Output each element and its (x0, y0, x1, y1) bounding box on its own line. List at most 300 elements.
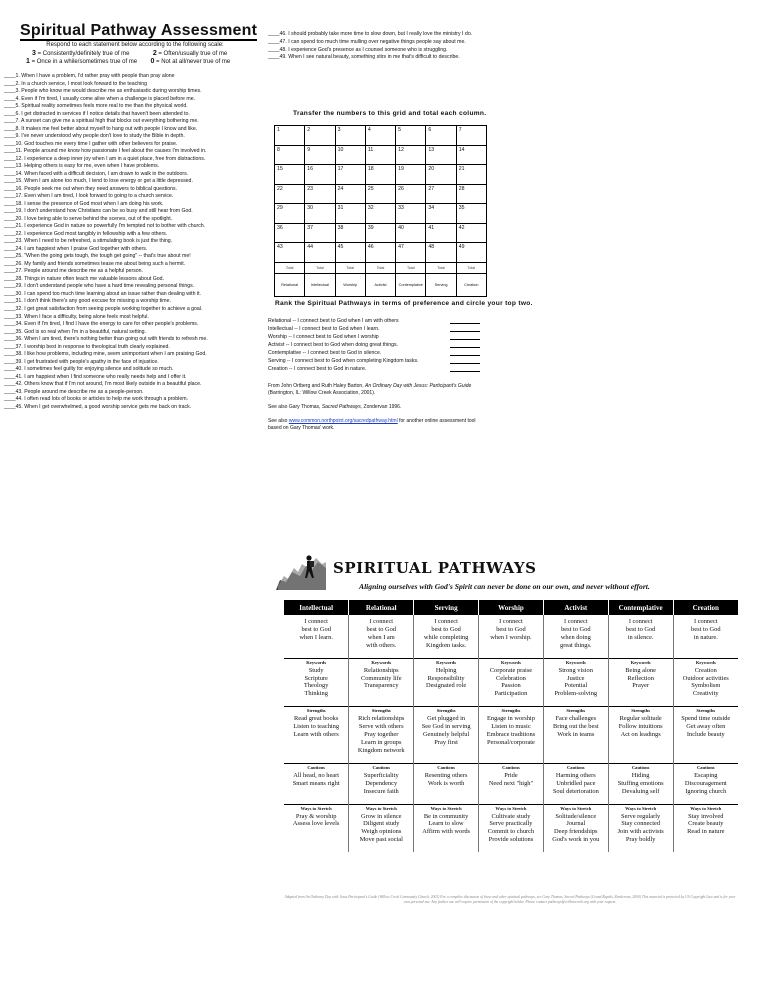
chart-line: Spend time outside (681, 715, 731, 723)
section-heading: Strengths (566, 708, 586, 714)
grid-cell[interactable]: 33 (396, 204, 426, 224)
chart-line: Potential (564, 682, 588, 690)
grid-cell[interactable]: 23 (305, 184, 335, 204)
chart-line: Learn with others (293, 731, 339, 739)
chart-line: Devaluing self (621, 787, 660, 795)
pathway-column-header: Activist (543, 600, 608, 615)
chart-line: when I am (367, 633, 395, 641)
chart-line: Read great books (293, 715, 339, 723)
statement-item: ____13. Helping others is easy for me, even when I have problems. (4, 163, 160, 170)
grid-label-cell: Relational (275, 273, 305, 296)
grid-row (275, 184, 487, 204)
rank-text: Serving -- I connect best to God when completing Kingdom tasks. (268, 358, 419, 364)
chart-cell (349, 804, 414, 852)
chart-line: Pride (504, 771, 518, 779)
scale-text-0: = Not at all/never true of me (156, 59, 231, 65)
chart-line: Relationships (363, 666, 399, 674)
statement-item: ____12. I experience a deep inner joy when I am in a quiet place, free from distractions. (4, 155, 206, 162)
chart-cell (479, 658, 544, 707)
grid-row (275, 126, 487, 146)
chart-line: Rich relationships (358, 715, 405, 723)
chart-cell (414, 615, 479, 658)
statement-item: ____44. I often read lots of books or articles to help me work through a problem. (4, 396, 188, 403)
chart-line: Helping (435, 666, 457, 674)
chart-line: Embrace traditions (486, 731, 536, 739)
section-heading: Keywords (306, 659, 327, 665)
scale-num-1: 1 (26, 58, 30, 65)
pathway-link[interactable]: www.common.northpoint.org/sacredpathway.html (288, 418, 398, 424)
grid-cell[interactable]: 43 (275, 243, 305, 263)
grid-cell[interactable]: 38 (335, 223, 365, 243)
statement-item: ____18. I sense the presence of God most when I am doing his work. (4, 200, 164, 207)
chart-line: I connect (499, 618, 523, 625)
chart-cell (284, 615, 349, 658)
statement-item: ____9. I've never understood why people don't love to study the Bible in depth. (4, 133, 185, 140)
statement-item: ____49. When I see natural beauty, something stirs in me that's difficult to describe. (268, 54, 460, 61)
statement-item: ____48. I experience God's presence as I counsel someone who is struggling. (268, 46, 448, 53)
chart-line: Need next "high" (488, 779, 534, 787)
chart-line: Bring out the best (552, 723, 599, 731)
chart-line: Transparency (363, 682, 399, 690)
rank-text: Contemplative -- I connect best to God in silence. (268, 350, 382, 356)
chart-cell (284, 707, 349, 764)
rank-text: Creation -- I connect best to God in nature. (268, 366, 367, 372)
chart-cell (608, 707, 673, 764)
rank-text: Activist -- I connect best to God when doing great things. (268, 342, 399, 348)
statement-item: ____5. Spiritual reality sometimes feels more real to me than the physical world. (4, 103, 188, 110)
pathway-column-header: Creation (673, 600, 738, 615)
grid-cell[interactable]: 8 (275, 145, 305, 165)
chart-cell (284, 763, 349, 804)
statement-item: ____38. I like how problems, including mine, seem unimportant when I am praising God. (4, 351, 207, 358)
chart-cell (543, 658, 608, 707)
chart-line: Hiding (631, 771, 650, 779)
chart-line: best to God (625, 625, 656, 633)
reference-3: See also www.common.northpoint.org/sacredpathway.html for another online assessment tool based on Gary Thomas' work. (268, 418, 476, 431)
chart-line: Soul deterioration (552, 787, 599, 795)
chart-line: best to God (561, 625, 591, 633)
rank-item (268, 325, 480, 333)
statement-item: ____11. People around me know how passionate I feel about the causes I'm involved in. (4, 148, 207, 155)
chart-line: Superficiality (363, 771, 399, 779)
instructions-text: Respond to each statement below according to the following scale: (46, 42, 224, 48)
grid-cell[interactable]: 18 (365, 165, 395, 185)
grid-cell[interactable]: 6 (426, 126, 456, 146)
chart-line: with others. (366, 641, 397, 649)
chart-cell (543, 615, 608, 658)
chart-line: All head, no heart (293, 771, 340, 779)
grid-cell[interactable]: 25 (365, 184, 395, 204)
grid-cell[interactable]: 22 (275, 184, 305, 204)
reference-1: From John Ortberg and Ruth Haley Barton, An Ordinary Day with Jesus: Participant's Guide (Barrington, IL: Willow Creek Association, 2001). (268, 383, 472, 396)
grid-cell[interactable]: 11 (365, 145, 395, 165)
chart-line: best to God (691, 625, 721, 633)
statement-item: ____21. I experience God in nature so powerfully I'm tempted not to bother with church. (4, 223, 206, 230)
grid-cell[interactable]: 14 (456, 145, 486, 165)
chart-line: Pray together (364, 731, 399, 739)
chart-line: Create beauty (688, 820, 724, 828)
grid-cell[interactable]: 7 (456, 126, 486, 146)
chart-line: Follow intuitions (618, 723, 663, 731)
chart-cell (349, 615, 414, 658)
chart-cell (543, 707, 608, 764)
section-heading: Ways to Stretch (625, 805, 657, 811)
chart-line: Stuffing emotions (617, 779, 664, 787)
section-heading: Cautions (502, 764, 520, 770)
grid-cell[interactable]: 13 (426, 145, 456, 165)
rank-blank[interactable] (450, 323, 480, 324)
grid-total-cell[interactable]: Total (305, 262, 335, 273)
pathways-subtitle: Aligning ourselves with God's Spirit can never be done on our own, and never without effort. (359, 582, 650, 591)
section-heading: Strengths (631, 708, 651, 714)
chart-line: I connect (434, 618, 458, 625)
chart-line: Serve with others (358, 723, 404, 731)
rank-blank[interactable] (450, 355, 480, 356)
grid-cell[interactable]: 47 (396, 243, 426, 263)
chart-line: while completing (423, 633, 469, 641)
chart-line: God's work in you (552, 836, 600, 844)
section-heading: Ways to Stretch (430, 805, 462, 811)
grid-cell[interactable]: 29 (275, 204, 305, 224)
grid-cell[interactable]: 45 (335, 243, 365, 263)
chart-line: I connect (304, 618, 328, 625)
statement-item: ____14. When faced with a difficult decision, I am drawn to walk in the outdoors. (4, 170, 189, 177)
grid-cell[interactable]: 5 (396, 126, 426, 146)
chart-cell (414, 707, 479, 764)
rank-blank[interactable] (450, 331, 480, 332)
grid-cell[interactable]: 1 (275, 126, 305, 146)
statement-item: ____20. I love being able to serve behind the scenes, out of the spotlight. (4, 215, 173, 222)
section-heading: Strengths (501, 708, 521, 714)
chart-cell (608, 658, 673, 707)
chart-line: Diligent study (363, 820, 400, 828)
chart-cell (284, 658, 349, 707)
chart-line: Act on leadings (620, 731, 661, 739)
grid-cell[interactable]: 19 (396, 165, 426, 185)
chart-line: Move past social (359, 836, 403, 844)
grid-total-cell[interactable]: Total (456, 262, 486, 273)
chart-cell (608, 804, 673, 852)
section-heading: Cautions (631, 764, 650, 770)
rank-blank[interactable] (450, 371, 480, 372)
chart-line: Deep friendships (554, 828, 598, 836)
grid-cell[interactable]: 48 (426, 243, 456, 263)
chart-line: Face challenges (555, 715, 597, 723)
scale-row-2 (20, 58, 250, 67)
chart-line: Strong vision (558, 666, 593, 674)
chart-line: Get away often (686, 723, 726, 731)
grid-total-cell[interactable]: Total (396, 262, 426, 273)
grid-total-cell[interactable]: Total (275, 262, 305, 273)
chart-line: Community life (360, 674, 402, 682)
chart-line: I connect (369, 618, 394, 625)
section-heading: Keywords (436, 659, 457, 665)
grid-row (275, 243, 487, 263)
statement-item: ____33. When I face a difficulty, being alone feels most helpful. (4, 313, 149, 320)
grid-cell[interactable]: 24 (335, 184, 365, 204)
chart-line: Outdoor activities (682, 674, 729, 682)
chart-line: Include beauty (686, 731, 725, 739)
chart-cell (543, 763, 608, 804)
statement-item: ____29. I don't understand people who have a hard time revealing personal things. (4, 283, 195, 290)
statement-item: ____43. People around me describe me as a people-person. (4, 388, 144, 395)
chart-line: best to God (496, 625, 526, 633)
grid-cell[interactable]: 4 (365, 126, 395, 146)
chart-row (284, 763, 738, 804)
chart-line: when doing (560, 633, 591, 641)
chart-line: Cultivate study (491, 812, 531, 820)
section-heading: Ways to Stretch (560, 805, 592, 811)
statement-item: ____1. When I have a problem, I'd rather pray with people than pray alone (4, 73, 175, 79)
chart-line: Discouragement (684, 779, 727, 787)
grid-cell[interactable]: 2 (305, 126, 335, 146)
chart-cell (479, 615, 544, 658)
chart-cell (414, 804, 479, 852)
chart-line: Creativity (693, 690, 719, 698)
chart-line: Prayer (632, 682, 649, 690)
statement-item: ____30. I can spend too much time learning about an issue rather than dealing with it. (4, 290, 201, 297)
chart-line: Resenting others (424, 771, 468, 779)
chart-line: Listen to teaching (293, 723, 340, 731)
statement-item: ____25. "When the going gets tough, the tough get going" -- that's true about me! (4, 253, 191, 260)
chart-line: Justice (567, 674, 585, 682)
rank-blank[interactable] (450, 347, 480, 348)
rank-text: Intellectual -- I connect best to God when I learn. (268, 326, 380, 332)
section-heading: Cautions (566, 764, 585, 770)
grid-cell[interactable]: 9 (305, 145, 335, 165)
chart-line: Genuinely helpful (422, 731, 470, 739)
chart-cell (349, 707, 414, 764)
scale-num-3: 3 (32, 49, 36, 57)
chart-line: great things. (560, 641, 592, 649)
grid-cell[interactable]: 26 (396, 184, 426, 204)
page-title: Spiritual Pathway Assessment (20, 22, 258, 39)
chart-line: Kingdom tasks. (426, 641, 467, 649)
chart-line: Creation (694, 666, 717, 674)
section-heading: Strengths (696, 708, 716, 714)
chart-line: Pray first (434, 738, 458, 746)
grid-cell[interactable]: 3 (335, 126, 365, 146)
chart-line: best to God (431, 625, 461, 633)
chart-cell (673, 658, 738, 707)
statement-list (4, 73, 266, 411)
statement-item: ____42. Others know that if I'm not around, I'm most likely outside in a beautiful place. (4, 381, 202, 388)
instructions (20, 42, 250, 67)
chart-line: Provide solutions (488, 836, 534, 844)
chart-line: Grow in silence (361, 812, 402, 820)
chart-line: Reflection (627, 674, 654, 682)
chart-cell (608, 763, 673, 804)
statement-item: ____27. People around me describe me as a helpful person. (4, 268, 144, 275)
grid-cell[interactable]: 17 (335, 165, 365, 185)
chart-line: Engage in worship (486, 715, 535, 723)
statement-item: ____22. I experience God most tangibly in fellowship with a few others. (4, 230, 168, 237)
pathway-column-header: Contemplative (608, 600, 673, 615)
grid-cell[interactable]: 31 (335, 204, 365, 224)
chart-line: Read in nature (687, 828, 725, 836)
grid-cell[interactable]: 28 (456, 184, 486, 204)
chart-line: in nature. (693, 633, 718, 641)
statement-item: ____15. When I am alone too much, I tend to lose energy or get a little depressed. (4, 178, 193, 185)
scale-num-2: 2 (152, 49, 157, 57)
grid-cell[interactable]: 20 (426, 165, 456, 185)
section-heading: Cautions (696, 764, 715, 770)
section-heading: Strengths (306, 708, 326, 714)
statement-item: ____46. I should probably take more time to slow down, but I really love the ministry I do. (268, 31, 473, 37)
grid-cell[interactable]: 41 (426, 223, 456, 243)
chart-cell (479, 763, 544, 804)
chart-cell (673, 707, 738, 764)
chart-line: Celebration (496, 674, 526, 682)
chart-line: Learn to slow (428, 820, 464, 828)
section-heading: Keywords (630, 659, 651, 665)
chart-line: Scripture (304, 674, 328, 682)
rank-blank[interactable] (450, 339, 480, 340)
reference-2: See also Gary Thomas, Sacred Pathways, Zondervan 1996. (268, 404, 402, 410)
chart-line: Symbolism (691, 682, 721, 690)
statement-item: ____24. I am happiest when I praise God together with others. (4, 245, 148, 252)
grid-label-row (275, 273, 487, 296)
rank-text: Relational -- I connect best to God when I am with others (268, 318, 399, 324)
chart-line: Journal (566, 820, 586, 828)
grid-row (275, 204, 487, 224)
rank-item (268, 341, 480, 349)
chart-line: Assess love levels (292, 820, 340, 828)
grid-cell[interactable]: 40 (396, 223, 426, 243)
section-heading: Keywords (371, 659, 392, 665)
grid-cell[interactable]: 27 (426, 184, 456, 204)
chart-line: Harming others (555, 771, 596, 779)
chart-line: Get plugged in (427, 715, 466, 723)
chart-line: Serve regularly (621, 812, 661, 820)
chart-line: Listen to music (491, 723, 531, 731)
chart-line: Regular solitude (619, 715, 662, 723)
grid-cell[interactable]: 16 (305, 165, 335, 185)
section-heading: Ways to Stretch (365, 805, 397, 811)
chart-line: I connect (693, 618, 718, 625)
rank-item (268, 349, 480, 357)
chart-line: Designated role (425, 682, 467, 690)
references (268, 383, 488, 439)
grid-total-cell[interactable]: Total (426, 262, 456, 273)
chart-cell (349, 763, 414, 804)
chart-row (284, 707, 738, 764)
statement-item: ____35. God is so real when I'm in a beautiful, natural setting. (4, 328, 147, 335)
grid-cell[interactable]: 12 (396, 145, 426, 165)
statement-item: ____31. I don't think there's any good excuse for missing a worship time. (4, 298, 171, 305)
section-heading: Keywords (695, 659, 716, 665)
chart-line: best to God (301, 625, 331, 633)
grid-cell[interactable]: 46 (365, 243, 395, 263)
chart-row (284, 804, 738, 852)
chart-line: Work in teams (557, 731, 595, 739)
grid-cell[interactable]: 15 (275, 165, 305, 185)
statement-item: ____40. I sometimes feel guilty for enjoying silence and solitude so much. (4, 366, 174, 373)
grid-total-cell[interactable]: Total (335, 262, 365, 273)
chart-cell (608, 615, 673, 658)
pathway-column-header: Intellectual (284, 600, 349, 615)
section-heading: Cautions (307, 764, 325, 770)
statement-item: ____37. I worship best in response to theological truth clearly explained. (4, 343, 170, 350)
grid-cell[interactable]: 21 (456, 165, 486, 185)
rank-blank[interactable] (450, 363, 480, 364)
chart-line: Be in community (423, 812, 469, 820)
rank-text: Worship -- I connect best to God when I worship (268, 334, 379, 340)
chart-line: Insecure faith (363, 787, 399, 795)
chart-line: Commit to church (487, 828, 535, 836)
chart-line: Being alone (625, 666, 656, 674)
chart-line: Theology (303, 682, 329, 690)
statement-item: ____36. When I am tired, there's nothing better than going out with friends to refresh me. (4, 336, 208, 343)
statement-item: ____16. People seek me out when they need answers to biblical questions. (4, 185, 178, 192)
chart-row (284, 658, 738, 707)
grid-row (275, 223, 487, 243)
chart-line: Smart means right (292, 779, 340, 787)
scale-text-3: = Consistently/definitely true of me (37, 50, 130, 57)
grid-cell[interactable]: 42 (456, 223, 486, 243)
grid-cell[interactable]: 35 (456, 204, 486, 224)
chart-line: I connect (628, 618, 653, 625)
statement-item: ____32. I get great satisfaction from seeing people working together to achieve a goal. (4, 305, 203, 312)
chart-line: Solitude/silence (555, 812, 597, 820)
chart-line: Study (308, 666, 324, 674)
chart-line: in silence. (627, 633, 654, 641)
chart-line: Escaping (694, 771, 718, 779)
chart-cell (349, 658, 414, 707)
rank-list (268, 317, 480, 373)
statement-item: ____2. In a church service, I most look forward to the teaching (4, 80, 148, 87)
chart-cell (284, 804, 349, 852)
grid-cell[interactable]: 36 (275, 223, 305, 243)
statement-item: ____7. A sunset can give me a spiritual high that blocks out everything bothering me. (4, 118, 199, 125)
statement-item: ____28. Things in nature often teach me valuable lessons about God. (4, 275, 164, 282)
grid-row (275, 165, 487, 185)
grid-cell[interactable]: 39 (365, 223, 395, 243)
chart-line: Responsibility (427, 674, 465, 682)
chart-cell (479, 804, 544, 852)
grid-label-cell: Worship (335, 273, 365, 296)
grid-cell[interactable]: 37 (305, 223, 335, 243)
statement-item: ____3. People who know me would describe me as enthusiastic during worship times. (4, 88, 202, 95)
grid-cell[interactable]: 49 (456, 243, 486, 263)
chart-line: Serve practically (489, 820, 533, 828)
chart-line: Passion (501, 682, 521, 690)
chart-line: See God in serving (421, 723, 471, 731)
statement-list-continued (268, 31, 472, 62)
scale-text-2: = Often/usually true of me (158, 50, 228, 57)
chart-cell (543, 804, 608, 852)
grid-cell[interactable]: 30 (305, 204, 335, 224)
grid-cell[interactable]: 34 (426, 204, 456, 224)
grid-cell[interactable]: 32 (365, 204, 395, 224)
grid-cell[interactable]: 44 (305, 243, 335, 263)
chart-line: Learn in groups (361, 738, 402, 746)
statement-item: ____39. I get frustrated with people's apathy in the face of injustice. (4, 358, 159, 365)
section-heading: Cautions (372, 764, 391, 770)
statement-item: ____8. It makes me feel better about myself to hang out with people I know and like. (4, 125, 198, 132)
statement-item: ____47. I can spend too much time mulling over negative things people say about me. (268, 38, 466, 45)
chart-cell (673, 763, 738, 804)
chart-line: Affirm with words (422, 828, 471, 836)
statement-item: ____19. I don't understand how Christians can be so busy and still hear from God. (4, 208, 193, 215)
chart-line: Stay involved (688, 812, 724, 820)
chart-line: Problem-solving (554, 690, 598, 698)
chart-row (284, 615, 738, 658)
chart-line: Stay connected (621, 820, 661, 828)
statement-item: ____23. When I need to be refreshed, a stimulating book is just the thing. (4, 238, 173, 245)
grid-total-cell[interactable]: Total (365, 262, 395, 273)
grid-cell[interactable]: 10 (335, 145, 365, 165)
